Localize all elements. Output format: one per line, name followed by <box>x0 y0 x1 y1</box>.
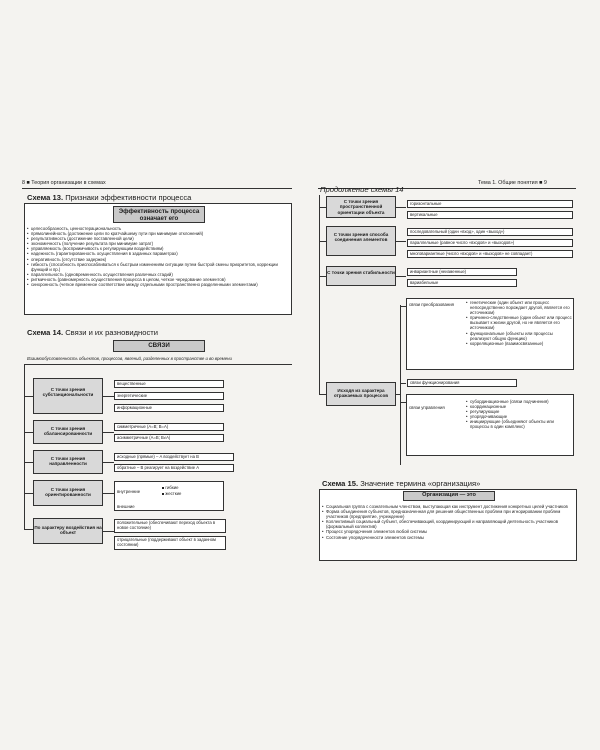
s14-g3-item1: исходные (прямые) – А воздействует на В <box>114 453 234 461</box>
s14-g4-right2-text: жесткие <box>165 491 182 496</box>
r-g1-item2: вертикальные <box>407 211 573 219</box>
r-functioning: связи функционирования <box>407 379 517 387</box>
right-trunk <box>319 195 320 395</box>
list-item: • Коллективный социальный субъект, обеспечивающий, координирующий и направляющий деятельность участников (формальный коллектив) <box>322 519 574 529</box>
list-item: • оперативность (отсутствие задержек) <box>27 257 289 262</box>
list-item: • параллельность (одновременность осуществления различных стадий) <box>27 272 289 277</box>
r-management-list <box>466 399 572 430</box>
r-g3-item2: вариабельные <box>407 279 517 287</box>
list-item: • целесообразность, ценностерациональность <box>27 226 289 231</box>
list-item: • координационные <box>466 404 572 409</box>
s14-g3-item2: обратные – В реагирует на воздействие А <box>114 464 234 472</box>
list-item: • Состояние упорядоченности элементов системы <box>322 535 574 540</box>
r-g4-trunk <box>400 305 401 465</box>
schema14-label: Схема 14. <box>27 328 64 337</box>
s14-group5-label: По характеру воздействия на объект <box>34 525 102 536</box>
s14-group1-label: С точки зрения субстанциональности <box>42 387 94 398</box>
r-g1-item1: горизонтальные <box>407 200 573 208</box>
right-running-head: Тема 1. Общие понятия ■ 9 <box>478 180 547 186</box>
left-header-rule <box>22 188 292 189</box>
r-g4-trunk-link <box>396 394 400 395</box>
s14-g4-left: внутренние <box>117 489 141 494</box>
s14-g1-arrow <box>103 396 114 397</box>
schema15-list <box>322 504 574 540</box>
s14-g4-arrow <box>103 493 114 494</box>
s14-g4-right2 <box>162 491 181 496</box>
list-item: • Форма объединения субъектов, предназначенная для решения общественных проблем при игнорировании проблем участников (предприятие, учреждение) <box>322 509 574 519</box>
r-functioning-connector <box>400 383 406 384</box>
list-item: • Процесс упорядочения элементов любой системы <box>322 529 574 534</box>
schema13-header: Эффективность процесса означает его <box>113 206 205 223</box>
s14-g5-item2: отрицательные (поддерживают объект в заданном состоянии) <box>114 536 226 550</box>
r-group1-label: С точки зрения пространственной ориентации объекта <box>337 199 385 215</box>
r-group2-label: С точки зрения способа соединения элементов <box>333 232 389 243</box>
s14-g2-item2: асимметричные (А=В; В≠А) <box>114 434 224 442</box>
schema15-label: Схема 15. <box>322 479 359 488</box>
r-g3-item1: инвариантные (неизменные) <box>407 268 517 276</box>
list-item: • причинно-следственные (один объект или процесс вызывает к жизни другой, но не является его источником) <box>466 315 572 330</box>
s14-group1-connector <box>24 396 33 397</box>
r-group3-label-box <box>326 266 396 286</box>
schema14-trunk <box>24 364 25 529</box>
s14-group3-connector <box>24 462 33 463</box>
list-item: • упорядочивающие <box>466 414 572 419</box>
schema15-heading: Значение термина «организация» <box>360 479 481 488</box>
r-group4-connector <box>319 394 326 395</box>
schema15-title <box>322 479 480 488</box>
continuation-title <box>320 185 404 194</box>
list-item: • субординационные (связи подчинения) <box>466 399 572 404</box>
list-item: • экономичность (получение результата при минимуме затрат) <box>27 241 289 246</box>
list-item: • генетические (один объект или процесс непосредственно порождает другой, является его источником) <box>466 300 572 315</box>
s14-group4-connector <box>24 493 33 494</box>
r-g2-item1: последовательный (один «вход», один «выход») <box>407 228 573 236</box>
continuation-label: Продолжение <box>320 185 369 194</box>
schema13-heading: Признаки эффективности процесса <box>65 193 192 202</box>
list-item: • управляемость (восприимчивость к регулирующим воздействиям) <box>27 246 289 251</box>
r-group3-label: С точки зрения стабильности <box>327 270 395 275</box>
list-item: • синхронность (четкое временное соответствие между отдельными пространственно разделенными элементами) <box>27 282 289 287</box>
s14-g4-right1-text: гибкие <box>165 485 179 490</box>
schema14-def-rule <box>24 364 292 365</box>
r-g1-arrow <box>396 207 406 208</box>
s14-g4-bottom: внешние <box>117 504 135 509</box>
r-g3-arrow <box>396 276 406 277</box>
list-item: • прямолинейность (достижение цели по кратчайшему пути при минимуме отклонений) <box>27 231 289 236</box>
s14-g5-arrow <box>103 531 114 532</box>
left-running-head: 8 ■ Теория организации в схемах <box>22 180 106 186</box>
list-item: • гибкость (способность приспосабливаться к быстрым изменениям ситуации путем быстрой смены приоритетов, коррекции функций и пр.) <box>27 262 289 272</box>
schema13-title <box>27 193 191 202</box>
s14-group2-connector <box>24 432 33 433</box>
s14-g1-item3: информационные <box>114 404 224 412</box>
r-group2-connector <box>319 241 326 242</box>
s14-g3-arrow <box>103 462 114 463</box>
s14-group2-label: С точки зрения сбалансированности <box>43 426 93 437</box>
s14-g2-item1: симметричные (А=В; В=А) <box>114 423 224 431</box>
s14-group3-label: С точки зрения направленности <box>49 456 87 467</box>
schema13-list <box>27 226 289 287</box>
list-item: • регулирующие <box>466 409 572 414</box>
r-transform-list <box>466 300 572 346</box>
list-item: • ритмичность (равномерность осуществления процесса в целом, четкое чередование элементов) <box>27 277 289 282</box>
schema14-title <box>27 328 158 337</box>
s14-g1-item2: энергетические <box>114 392 224 400</box>
schema14-heading: Связи и их разновидности <box>65 328 158 337</box>
s14-g4-right1 <box>162 485 179 490</box>
r-group1-connector <box>319 207 326 208</box>
list-item: • корреляционные (взаимосвязанные) <box>466 341 572 346</box>
r-management-label: связи управления <box>409 405 445 410</box>
schema13-label: Схема 13. <box>27 193 64 202</box>
list-item: • Социальная группа с сознательным членством, выступающая как инструмент достижения конкретных целей участников <box>322 504 574 509</box>
list-item: • надежность (гарантированность осуществления в заданных параметрах) <box>27 251 289 256</box>
s14-g5-item1: положительные (обеспечивают переход объекта в новое состояние) <box>114 519 226 533</box>
list-item: • инициирующие (объединяют объекты или процессы в один комплекс) <box>466 419 572 429</box>
schema15-header: Организация — это <box>403 491 495 501</box>
s14-g1-item1: вещественные <box>114 380 224 388</box>
r-g2-item2: параллельные (равное число «входов» и «выходов») <box>407 239 573 247</box>
list-item: • результативность (достижение поставленной цели) <box>27 236 289 241</box>
s14-group4-label: С точки зрения ориентированности <box>45 487 91 498</box>
r-group4-label: Исходя из характера отражаемых процессов <box>333 388 389 399</box>
r-group3-connector <box>319 276 326 277</box>
schema14-header: СВЯЗИ <box>113 340 205 352</box>
continuation-heading: схемы 14 <box>370 185 404 194</box>
s14-group5-connector <box>24 529 33 530</box>
r-g2-arrow <box>396 241 406 242</box>
list-item: • функциональные (объекты или процессы реализуют общую функцию) <box>466 331 572 341</box>
r-transform-label: связи преобразования <box>409 302 454 307</box>
s14-g2-arrow <box>103 432 114 433</box>
r-g2-item3: многовариантные (число «входов» и «выходов» не совпадает) <box>407 250 573 258</box>
schema14-definition: Взаимообусловленность объектов, процессов, явлений, разделенных в пространстве и во времени <box>27 356 232 361</box>
